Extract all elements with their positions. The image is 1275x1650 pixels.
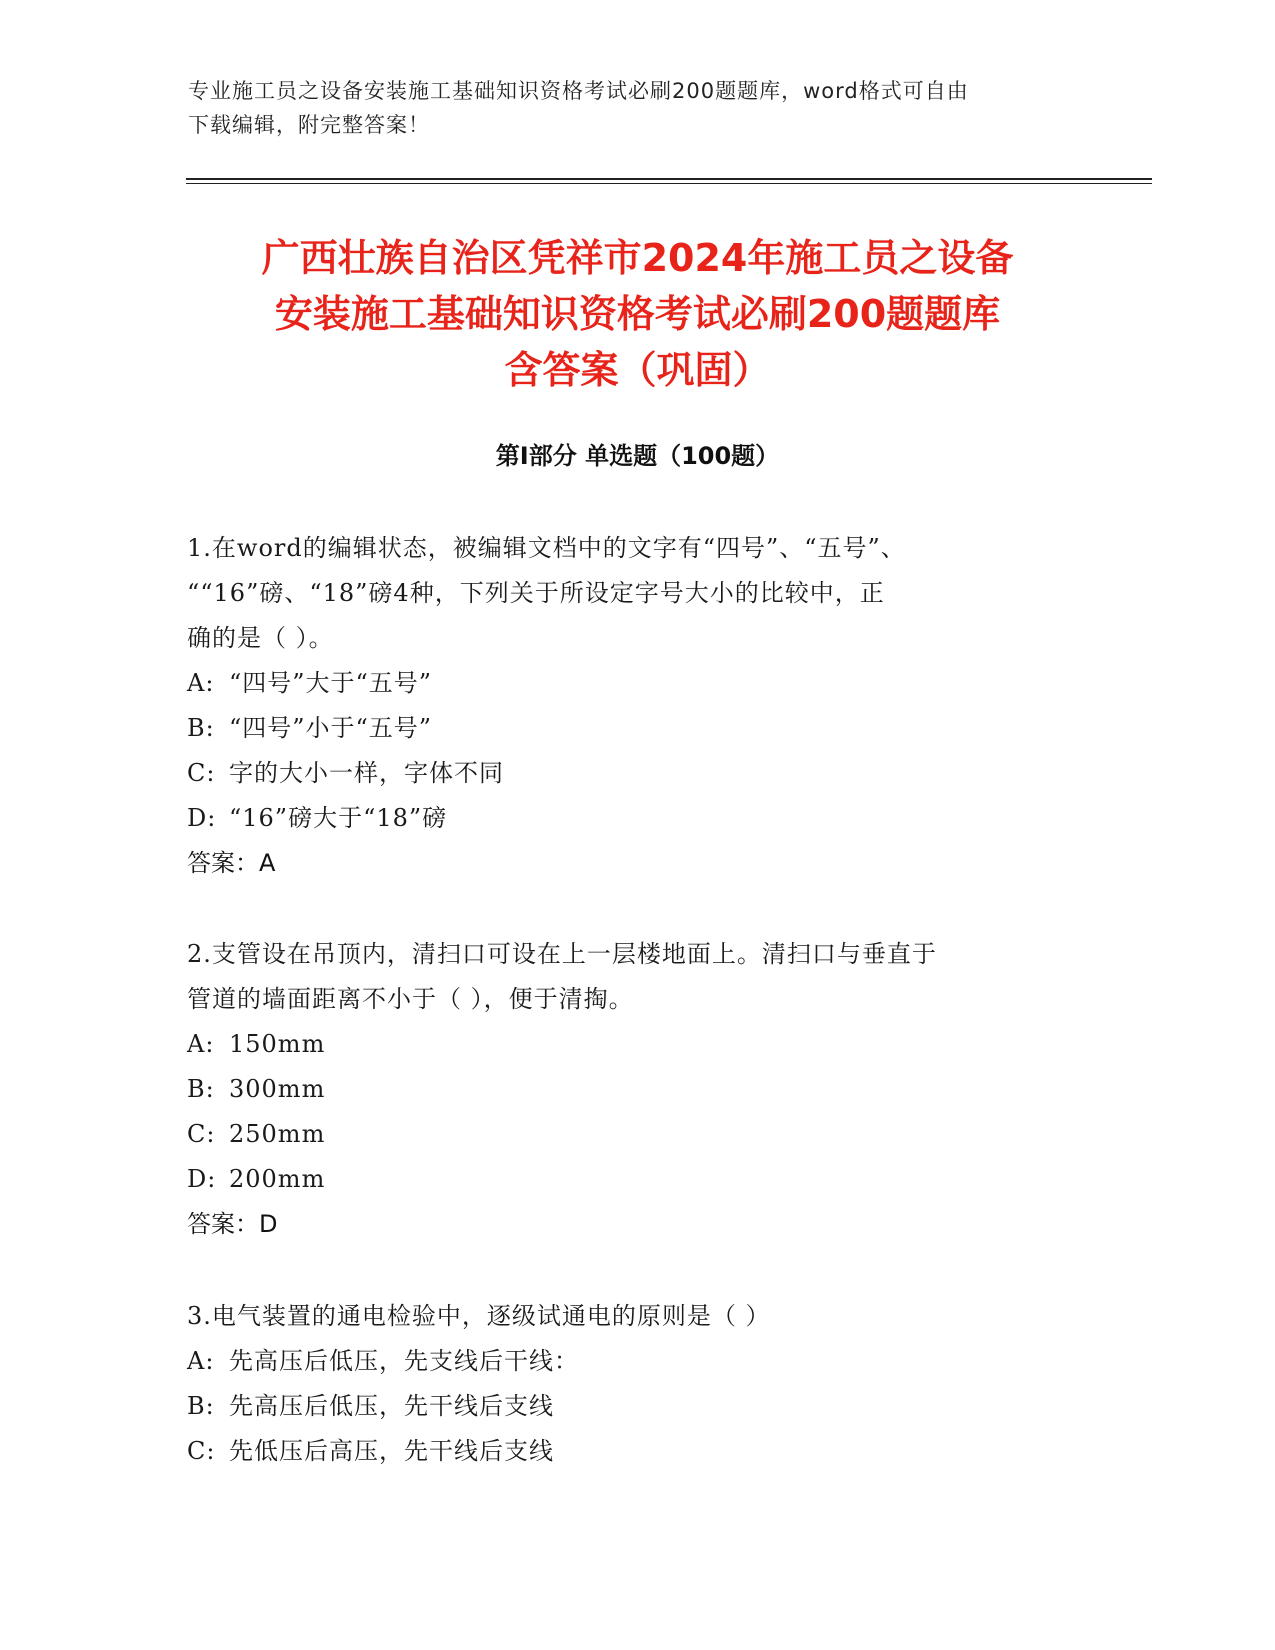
question-text-line: 1.在word的编辑状态，被编辑文档中的文字有“四号”、“五号”、 (187, 534, 906, 562)
option-c (187, 1429, 1087, 1474)
question-3 (187, 1294, 1087, 1474)
option-a (187, 661, 1087, 706)
option-text: “16”磅大于“18”磅 (229, 804, 448, 832)
option-label: C: (187, 1120, 216, 1148)
option-label: A: (187, 1347, 215, 1375)
option-d (187, 1157, 1087, 1202)
question-text-line: 管道的墙面距离不小于（ ），便于清掏。 (187, 985, 634, 1013)
option-text: 先高压后低压，先支线后干线： (229, 1347, 579, 1375)
answer: 答案：D (187, 1210, 278, 1238)
option-label: B: (187, 1392, 215, 1420)
title-line-1: 广西壮族自治区凭祥市2024年施工员之设备 (261, 236, 1014, 280)
option-text: 250mm (229, 1120, 326, 1148)
option-label: B: (187, 1075, 215, 1103)
question-text-line: ““16”磅、“18”磅4种，下列关于所设定字号大小的比较中，正 (187, 579, 885, 607)
option-b (187, 706, 1087, 751)
option-label: C: (187, 1437, 216, 1465)
option-a (187, 1022, 1087, 1067)
question-text-line: 2.支管设在吊顶内，清扫口可设在上一层楼地面上。清扫口与垂直于 (187, 940, 937, 968)
option-b (187, 1067, 1087, 1112)
answer: 答案：A (187, 849, 276, 877)
option-text: 字的大小一样，字体不同 (229, 759, 504, 787)
section-heading: 第Ⅰ部分 单选题（100题） (495, 442, 780, 470)
option-text: “四号”大于“五号” (229, 669, 433, 697)
option-label: C: (187, 759, 216, 787)
document-title (150, 230, 1125, 398)
option-text: 300mm (229, 1075, 326, 1103)
header-divider-thick (186, 178, 1152, 180)
option-b (187, 1384, 1087, 1429)
title-line-3: 含答案（巩固） (504, 348, 771, 392)
option-text: 先高压后低压，先干线后支线 (229, 1392, 554, 1420)
option-c (187, 751, 1087, 796)
option-label: A: (187, 1030, 215, 1058)
option-label: D: (187, 804, 217, 832)
option-a (187, 1339, 1087, 1384)
option-label: B: (187, 714, 215, 742)
question-2 (187, 932, 1087, 1247)
header-note (188, 74, 1088, 142)
option-label: A: (187, 669, 215, 697)
option-d (187, 796, 1087, 841)
option-text: 150mm (229, 1030, 326, 1058)
option-c (187, 1112, 1087, 1157)
option-text: 200mm (229, 1165, 326, 1193)
title-line-2: 安装施工基础知识资格考试必刷200题题库 (274, 292, 1001, 336)
question-1 (187, 526, 1087, 886)
option-label: D: (187, 1165, 217, 1193)
option-text: 先低压后高压，先干线后支线 (229, 1437, 554, 1465)
question-text-line: 3.电气装置的通电检验中，逐级试通电的原则是（ ） (187, 1302, 771, 1330)
header-line-1: 专业施工员之设备安装施工基础知识资格考试必刷200题题库，word格式可自由 (188, 79, 969, 103)
header-line-2: 下载编辑，附完整答案！ (188, 113, 430, 137)
header-divider-thin (186, 183, 1152, 184)
option-text: “四号”小于“五号” (229, 714, 433, 742)
question-text-line: 确的是（ ）。 (187, 624, 334, 652)
